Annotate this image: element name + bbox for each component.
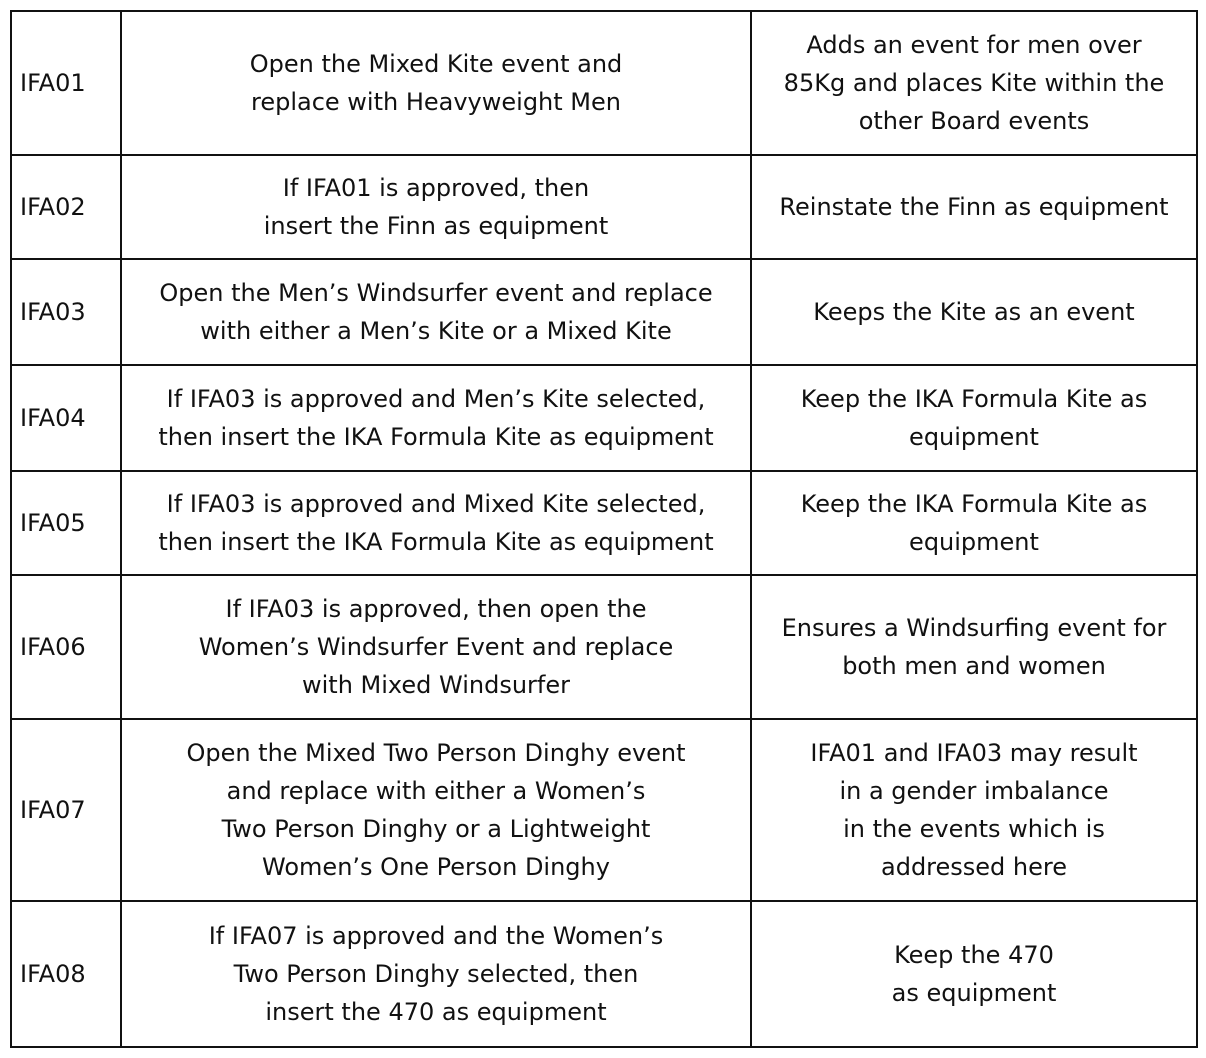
row-code: IFA07 (11, 719, 121, 901)
proposals-table (10, 10, 1198, 1048)
table-row (11, 155, 1197, 259)
row-code: IFA05 (11, 471, 121, 575)
row-rationale: Keeps the Kite as an event (751, 259, 1197, 365)
row-proposal: Open the Mixed Two Person Dinghy event and replace with either a Women’s Two Person Dinghy or a Lightweight Women’s One Person Dinghy (121, 719, 751, 901)
row-rationale: Adds an event for men over 85Kg and places Kite within the other Board events (751, 11, 1197, 155)
table-row (11, 901, 1197, 1047)
row-code: IFA03 (11, 259, 121, 365)
row-rationale: IFA01 and IFA03 may result in a gender imbalance in the events which is addressed here (751, 719, 1197, 901)
row-code: IFA04 (11, 365, 121, 471)
row-proposal: If IFA03 is approved and Mixed Kite selected, then insert the IKA Formula Kite as equipment (121, 471, 751, 575)
row-rationale: Keep the IKA Formula Kite as equipment (751, 365, 1197, 471)
table-row (11, 259, 1197, 365)
row-proposal: If IFA03 is approved, then open the Women’s Windsurfer Event and replace with Mixed Windsurfer (121, 575, 751, 719)
row-code: IFA01 (11, 11, 121, 155)
table-row (11, 365, 1197, 471)
row-proposal: If IFA03 is approved and Men’s Kite selected, then insert the IKA Formula Kite as equipment (121, 365, 751, 471)
row-code: IFA06 (11, 575, 121, 719)
row-proposal: Open the Men’s Windsurfer event and replace with either a Men’s Kite or a Mixed Kite (121, 259, 751, 365)
row-proposal: Open the Mixed Kite event and replace with Heavyweight Men (121, 11, 751, 155)
row-rationale: Ensures a Windsurfing event for both men and women (751, 575, 1197, 719)
table-row (11, 719, 1197, 901)
row-rationale: Keep the IKA Formula Kite as equipment (751, 471, 1197, 575)
row-rationale: Reinstate the Finn as equipment (751, 155, 1197, 259)
row-proposal: If IFA01 is approved, then insert the Finn as equipment (121, 155, 751, 259)
table-row (11, 11, 1197, 155)
row-code: IFA08 (11, 901, 121, 1047)
row-rationale: Keep the 470 as equipment (751, 901, 1197, 1047)
row-proposal: If IFA07 is approved and the Women’s Two Person Dinghy selected, then insert the 470 as equipment (121, 901, 751, 1047)
table-row (11, 575, 1197, 719)
table-row (11, 471, 1197, 575)
row-code: IFA02 (11, 155, 121, 259)
